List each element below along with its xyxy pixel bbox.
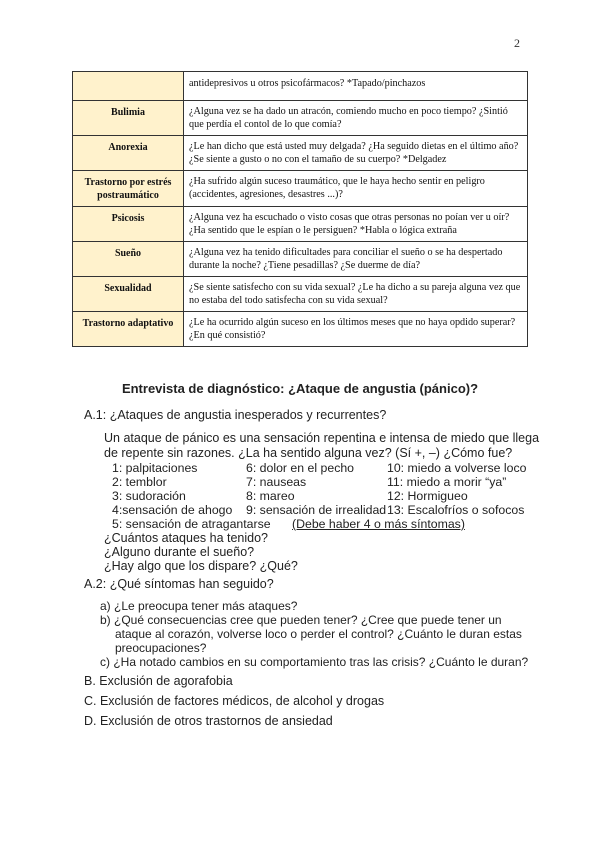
screening-question: ¿Alguna vez se ha dado un atracón, comiendo mucho en poco tiempo? ¿Sintió que perdía el contol de lo que comía? (184, 101, 528, 136)
disorder-label: Trastorno por estrés postraumático (73, 171, 184, 207)
symptom-item: 3: sudoración (112, 489, 186, 503)
followup-question: ¿Hay algo que los dispare? ¿Qué? (104, 559, 298, 573)
table-row (73, 312, 528, 347)
screening-table (72, 71, 528, 347)
a2-item-b-line3: preocupaciones? (115, 641, 207, 655)
a1-intro-line2: de repente sin razones. ¿La ha sentido alguna vez? (Sí +, –) ¿Cómo fue? (104, 446, 513, 460)
disorder-label: Sexualidad (73, 277, 184, 312)
table-row (73, 207, 528, 242)
section-c: C. Exclusión de factores médicos, de alcohol y drogas (84, 694, 385, 708)
section-d: D. Exclusión de otros trastornos de ansiedad (84, 714, 333, 728)
screening-question: ¿Alguna vez ha escuchado o visto cosas que otras personas no poían ver u oír? ¿Ha sentido que le espían o le persiguen? *Habla o lógica extraña (184, 207, 528, 242)
symptom-item: 4:sensación de ahogo (112, 503, 233, 517)
table-row (73, 242, 528, 277)
symptom-item: 5: sensación de atragantarse (112, 517, 271, 531)
table-row (73, 72, 528, 101)
disorder-label: Trastorno adaptativo (73, 312, 184, 347)
table-row (73, 136, 528, 171)
requirement-note: (Debe haber 4 o más síntomas) (292, 517, 465, 531)
disorder-label: Psicosis (73, 207, 184, 242)
page-number: 2 (514, 36, 520, 50)
a1-heading: A.1: ¿Ataques de angustia inesperados y recurrentes? (84, 408, 387, 422)
symptom-item: 2: temblor (112, 475, 167, 489)
disorder-label: Sueño (73, 242, 184, 277)
screening-question: ¿Le han dicho que está usted muy delgada? ¿Ha seguido dietas en el último año? ¿Se siente a gusto o no con el tamaño de su cuerpo? *Delgadez (184, 136, 528, 171)
section-title: Entrevista de diagnóstico: ¿Ataque de angustia (pánico)? (121, 381, 479, 396)
disorder-label: Anorexia (73, 136, 184, 171)
a2-item-b-line2: ataque al corazón, volverse loco o perder el control? ¿Cuánto le duran estas (115, 627, 522, 641)
symptom-item: 12: Hormigueo (387, 489, 468, 503)
symptom-item: 6: dolor en el pecho (246, 461, 355, 475)
screening-question: ¿Le ha ocurrido algún suceso en los últimos meses que no haya opdido superar? ¿En qué consistió? (184, 312, 528, 347)
symptom-item: 8: mareo (246, 489, 295, 503)
symptom-item: 9: sensación de irrealidad (246, 503, 387, 517)
symptom-item: 7: nauseas (246, 475, 307, 489)
section-b: B. Exclusión de agorafobia (84, 674, 233, 688)
screening-question: ¿Se siente satisfecho con su vida sexual? ¿Le ha dicho a su pareja alguna vez que no estaba del todo satisfecha con su vida sexual? (184, 277, 528, 312)
a2-item-b-line1: b) ¿Qué consecuencias cree que pueden tener? ¿Cree que puede tener un (100, 613, 502, 627)
symptom-item: 13: Escalofríos o sofocos (387, 503, 525, 517)
screening-question: ¿Alguna vez ha tenido dificultades para conciliar el sueño o se ha despertado durante la noche? ¿Tiene pesadillas? ¿Se duerme de día? (184, 242, 528, 277)
table-row (73, 171, 528, 207)
followup-question: ¿Cuántos ataques ha tenido? (104, 531, 269, 545)
table-row (73, 277, 528, 312)
screening-question: antidepresivos u otros psicofármacos? *Tapado/pinchazos (184, 72, 528, 101)
symptom-item: 1: palpitaciones (112, 461, 198, 475)
a1-intro-line1: Un ataque de pánico es una sensación repentina e intensa de miedo que llega (104, 431, 540, 445)
a2-heading: A.2: ¿Qué síntomas han seguido? (84, 577, 274, 591)
followup-question: ¿Alguno durante el sueño? (104, 545, 255, 559)
a2-item-c: c) ¿Ha notado cambios en su comportamiento tras las crisis? ¿Cuánto le duran? (100, 655, 529, 669)
disorder-label (73, 72, 184, 101)
symptom-item: 10: miedo a volverse loco (387, 461, 527, 475)
disorder-label: Bulimia (73, 101, 184, 136)
table-row (73, 101, 528, 136)
symptom-item: 11: miedo a morir “ya” (387, 475, 507, 489)
a2-item-a: a) ¿Le preocupa tener más ataques? (100, 599, 298, 613)
screening-question: ¿Ha sufrido algún suceso traumático, que le haya hecho sentir en peligro (accidentes, agresiones, desastres ...)? (184, 171, 528, 207)
